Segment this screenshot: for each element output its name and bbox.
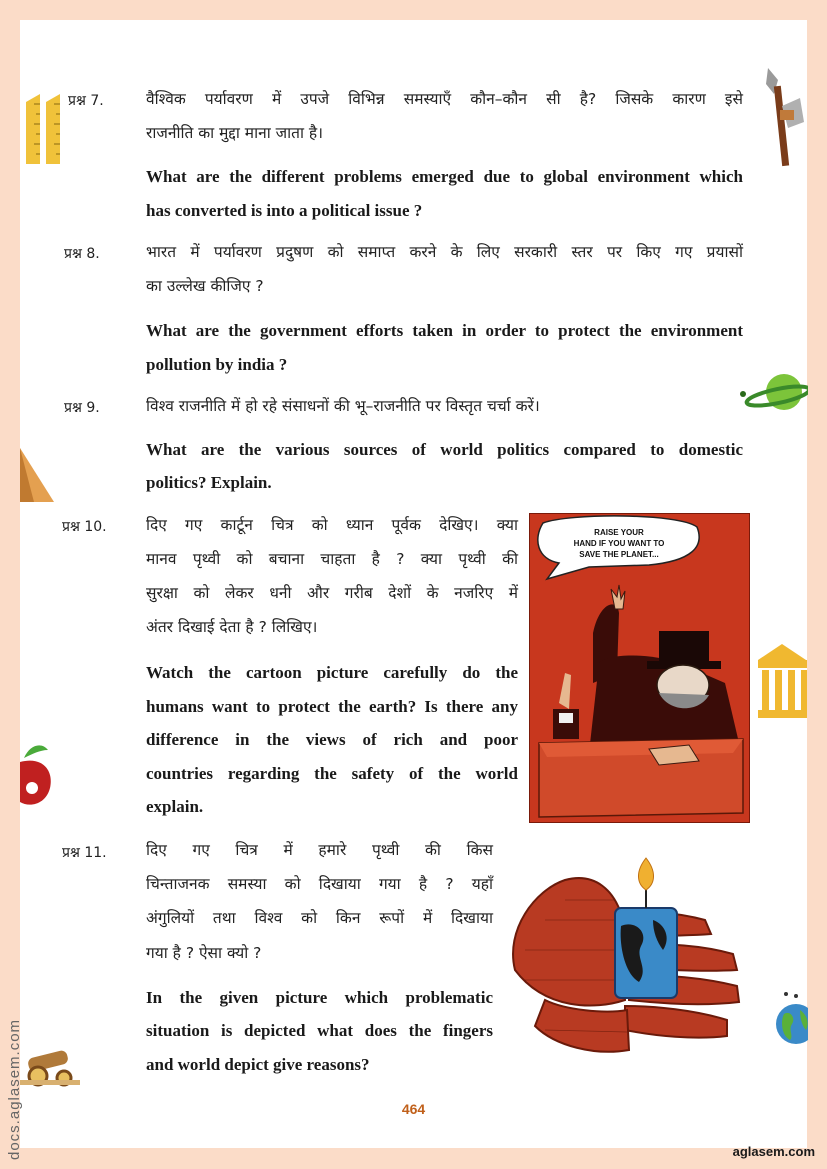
question-english-line: countries regarding the safety of the world [146, 764, 518, 783]
question-english-line: politics? Explain. [146, 473, 272, 492]
question-hindi-line: गया है ? ऐसा क्यो ? [146, 944, 262, 962]
vertical-watermark: docs.aglasem.com [6, 1018, 23, 1160]
question-hindi-line: राजनीति का मुद्दा माना जाता है। [146, 124, 324, 142]
question-hindi-line: सुरक्षा को लेकर धनी और गरीब देशों के नजरिए में [146, 584, 518, 602]
question-hindi-line: अंतर दिखाई देता है ? लिखिए। [146, 618, 318, 636]
globe-icon [772, 990, 808, 1054]
question-number: प्रश्न 9. [64, 400, 100, 416]
speech-bubble-line: RAISE YOUR [594, 528, 644, 537]
planet-icon [738, 370, 808, 416]
pyramid-icon [20, 444, 56, 504]
question-hindi-line: दिए गए चित्र में हमारे पृथ्वी की किस [146, 841, 493, 859]
temple-icon [756, 640, 807, 720]
question-english-line: difference in the views of rich and poor [146, 730, 518, 749]
question-english-line: Watch the cartoon picture carefully do the [146, 663, 518, 682]
question-number: प्रश्न 10. [62, 519, 107, 535]
question-english-line: situation is depicted what does the fingers [146, 1021, 493, 1040]
question-english-line: What are the different problems emerged due to global environment which [146, 167, 743, 186]
question-hindi-line: विश्व राजनीति में हो रहे संसाधनों की भू–राजनीति पर विस्तृत चर्चा करें। [146, 397, 540, 415]
page-number: 464 [401, 1101, 426, 1117]
cartoon-raise-hand-image [529, 513, 750, 823]
question-english-line: explain. [146, 797, 204, 816]
question-english-line: has converted is into a political issue ? [146, 201, 423, 220]
question-english-line: What are the various sources of world politics compared to domestic [146, 440, 743, 459]
question-english-line: humans want to protect the earth? Is there any [146, 697, 518, 716]
question-number: प्रश्न 11. [62, 845, 107, 861]
question-english-line: What are the government efforts taken in order to protect the environment [146, 321, 743, 340]
question-hindi-line: का उल्लेख कीजिए ? [146, 277, 264, 295]
question-hindi-line: अंगुलियों तथा विश्व को किन रूपों में दिखाया [146, 909, 493, 927]
question-number: प्रश्न 7. [68, 93, 104, 109]
apple-icon [20, 738, 56, 808]
speech-bubble-line: HAND IF YOU WANT TO [573, 539, 665, 548]
ruler-icon [20, 92, 66, 166]
question-hindi-line: चिन्ताजनक समस्या को दिखाया गया है ? यहाँ [146, 875, 493, 893]
question-hindi-line: भारत में पर्यावरण प्रदुषण को समाप्त करने के लिए सरकारी स्तर पर किए गए प्रयासों [146, 243, 743, 261]
question-hindi-line: वैश्विक पर्यावरण में उपजे विभिन्न समस्याएँ कौन–कौन सी है? जिसके कारण इसे [146, 90, 743, 108]
question-english-line: In the given picture which problematic [146, 988, 493, 1007]
question-hindi-line: दिए गए कार्टून चित्र को ध्यान पूर्वक देखिए। क्या [146, 516, 518, 534]
question-number: प्रश्न 8. [64, 246, 100, 262]
cartoon-hand-candle-image [505, 850, 745, 1060]
cannon-icon [20, 1036, 82, 1088]
site-name: aglasem.com [732, 1144, 815, 1159]
stone-tools-icon [764, 66, 810, 168]
question-english-line: pollution by india ? [146, 355, 288, 374]
speech-bubble-line: SAVE THE PLANET... [579, 550, 659, 559]
question-hindi-line: मानव पृथ्वी को बचाना चाहता है ? क्या पृथ्वी की [146, 550, 518, 568]
question-english-line: and world depict give reasons? [146, 1055, 370, 1074]
